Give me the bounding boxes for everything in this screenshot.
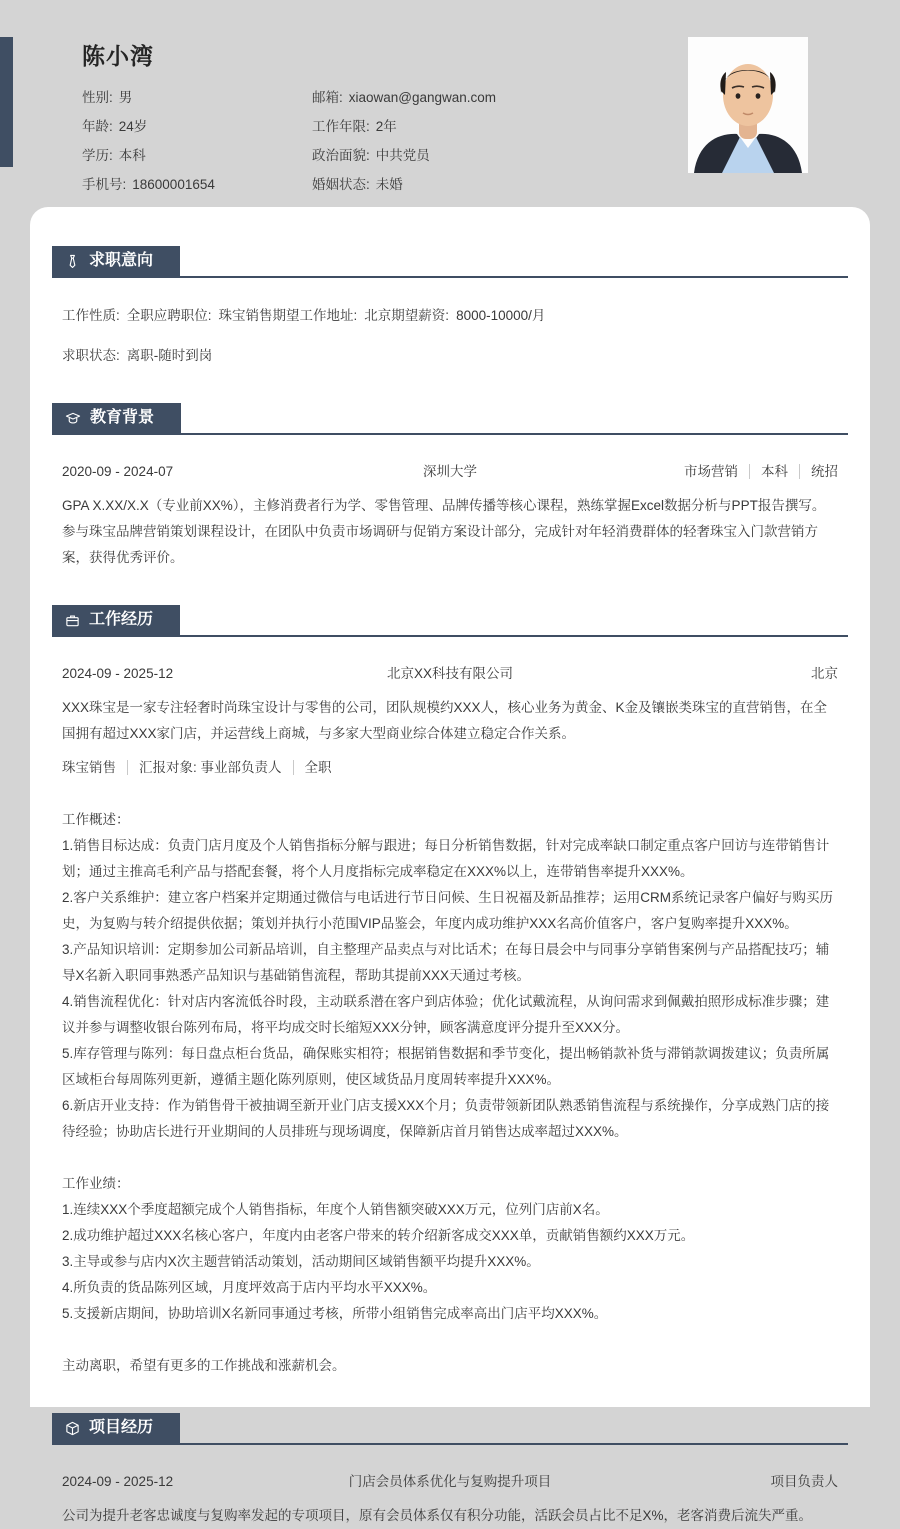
intent-field [273, 303, 392, 329]
section-work-experience [52, 605, 848, 1379]
education-description: GPA X.XX/X.X（专业前XX%），主修消费者行为学、零售管理、品牌传播等核心课程，熟练掌握Excel数据分析与PPT报告撰写。参与珠宝品牌营销策划课程设计，在团队中负责市场调研与促销方案设计部分，完成针对年轻消费群体的轻奢珠宝入门款营销方案，获得优秀评价。 [62, 498, 826, 565]
work-overview [62, 807, 838, 1145]
cube-icon [65, 1421, 80, 1436]
work-meta-item: 全职 [293, 760, 332, 775]
section-project-experience [52, 1413, 848, 1529]
field-label: 应聘职位: [153, 308, 212, 323]
section-title: 工作经历 [89, 611, 154, 628]
section-header [52, 605, 848, 637]
id-photo [688, 37, 808, 173]
field-value: 本科 [118, 148, 146, 163]
field-value: 全职 [126, 308, 154, 323]
field-value: 男 [118, 90, 133, 105]
personal-info-right-column [312, 86, 496, 193]
intent-field [391, 303, 545, 329]
field-label: 学历: [82, 148, 113, 163]
section-header [52, 403, 848, 435]
education-period: 2020-09 - 2024-07 [62, 464, 174, 479]
field-value: 24岁 [118, 119, 148, 134]
field-value: 8000-10000/月 [456, 308, 546, 323]
field-label: 邮箱: [312, 90, 343, 105]
education-meta [590, 459, 838, 485]
work-meta-item: 珠宝销售 [62, 760, 116, 775]
field-label: 工作性质: [62, 308, 120, 323]
id-photo-graphic [688, 37, 808, 173]
section-tab [52, 403, 181, 433]
intent-field [62, 343, 212, 369]
section-header [52, 246, 848, 278]
work-achievement-item: 1.连续XXX个季度超额完成个人销售指标，年度个人销售额突破XXX万元，位列门店前X名。 [62, 1202, 609, 1217]
work-body [52, 661, 848, 1379]
personal-info-field [82, 115, 312, 135]
education-school: 深圳大学 [423, 464, 477, 479]
work-company: 北京XX科技有限公司 [386, 666, 513, 681]
personal-info-field [312, 115, 496, 135]
field-value: xiaowan@gangwan.com [348, 90, 497, 105]
personal-info-field [312, 144, 496, 164]
field-label: 性别: [82, 90, 113, 105]
graduation-cap-icon [65, 411, 81, 426]
field-label: 政治面貌: [312, 148, 370, 163]
work-achievement-item: 4.所负责的货品陈列区域，月度坪效高于店内平均水平XXX%。 [62, 1280, 437, 1295]
field-label: 期望薪资: [391, 308, 450, 323]
education-meta-item: 本科 [749, 464, 788, 479]
work-row [62, 661, 838, 687]
work-achievements-list [62, 1197, 838, 1327]
section-tab [52, 246, 180, 276]
field-value: 珠宝销售 [218, 308, 273, 323]
personal-info-left-column [82, 86, 312, 193]
intent-field [154, 303, 273, 329]
field-label: 年龄: [82, 119, 113, 134]
work-achievements-title: 工作业绩： [62, 1176, 130, 1191]
work-period: 2024-09 - 2025-12 [62, 666, 174, 681]
work-overview-item: 3.产品知识培训：定期参加公司新品培训，自主整理产品卖点与对比话术；在每日晨会中与同事分享销售案例与产品搭配技巧；辅导X名新入职同事熟悉产品知识与基础销售流程，帮助其提前XXX天通过考核。 [62, 942, 830, 983]
left-accent-bar [0, 37, 13, 167]
field-value: 北京 [364, 308, 392, 323]
field-value: 18600001654 [132, 177, 215, 192]
work-overview-item: 5.库存管理与陈列：每日盘点柜台货品，确保账实相符；根据销售数据和季节变化，提出畅销款补货与滞销款调拨建议；负责所属区域柜台每周陈列更新，遵循主题化陈列原则，使区域货品月度周转率提升XXX%。 [62, 1046, 830, 1087]
field-value: 2年 [375, 119, 397, 134]
field-label: 求职状态: [62, 348, 120, 363]
work-location: 北京 [811, 666, 838, 681]
section-title: 教育背景 [90, 409, 155, 426]
resume-card [30, 207, 870, 1523]
section-job-intent [52, 246, 848, 369]
work-overview-item: 2.客户关系维护：建立客户档案并定期通过微信与电话进行节日问候、生日祝福及新品推荐；运用CRM系统记录客户偏好与购买历史，为复购与转介绍提供依据；策划并执行小范围VIP品鉴会，年度内成功维护XXX名高价值客户，客户复购率提升XXX%。 [62, 890, 834, 931]
work-overview-item: 1.销售目标达成：负责门店月度及个人销售指标分解与跟进；每日分析销售数据，针对完成率缺口制定重点客户回访与连带销售计划；通过主推高毛利产品与搭配套餐，将个人月度指标完成率稳定在XXX%以上，连带销售率提升XXX%。 [62, 838, 830, 879]
work-achievements [62, 1171, 838, 1327]
section-title: 项目经历 [89, 1419, 154, 1436]
work-overview-item: 4.销售流程优化：针对店内客流低谷时段，主动联系潜在客户到店体验；优化试戴流程，从询问需求到佩戴拍照形成标准步骤；建议并参与调整收银台陈列布局，将平均成交时长缩短XXX分钟，顾客满意度评分提升至XXX分。 [62, 994, 830, 1035]
job-intent-row-1 [62, 303, 838, 329]
intent-field [62, 303, 154, 329]
education-meta-item: 统招 [799, 464, 838, 479]
tie-icon [65, 254, 80, 269]
field-label: 期望工作地址: [272, 308, 358, 323]
project-period: 2024-09 - 2025-12 [62, 1474, 174, 1489]
resume-header [0, 0, 900, 207]
project-role: 项目负责人 [770, 1474, 838, 1489]
work-achievement-item: 5.支援新店期间，协助培训X名新同事通过考核，所带小组销售完成率高出门店平均XXX%。 [62, 1306, 608, 1321]
project-body [52, 1469, 848, 1529]
work-overview-item: 6.新店开业支持：作为销售骨干被抽调至新开业门店支援XXX个月；负责带领新团队熟悉销售流程与系统操作，分享成熟门店的接待经验；协助店长进行开业期间的人员排班与现场调度，保障新店首月销售达成率超过XXX%。 [62, 1098, 830, 1139]
work-meta [62, 755, 838, 781]
section-header [52, 1413, 848, 1445]
personal-info-field [82, 144, 312, 164]
project-name: 门店会员体系优化与复购提升项目 [348, 1474, 552, 1489]
education-row [62, 459, 838, 485]
field-label: 工作年限: [312, 119, 370, 134]
job-intent-body [52, 303, 848, 369]
project-row [62, 1469, 838, 1495]
field-value: 未婚 [375, 177, 403, 192]
section-tab [52, 605, 180, 635]
section-education [52, 403, 848, 571]
work-overview-list [62, 833, 838, 1145]
education-meta-item: 市场营销 [684, 464, 738, 479]
candidate-name: 陈小湾 [82, 43, 154, 69]
work-achievement-item: 3.主导或参与店内X次主题营销活动策划，活动期间区域销售额平均提升XXX%。 [62, 1254, 540, 1269]
education-body [52, 459, 848, 571]
work-meta-item: 汇报对象: 事业部负责人 [127, 760, 282, 775]
personal-info-field [82, 173, 312, 193]
section-tab [52, 1413, 180, 1443]
field-value: 离职-随时到岗 [126, 348, 213, 363]
section-title: 求职意向 [89, 252, 154, 269]
work-overview-title: 工作概述： [62, 812, 130, 827]
personal-info-field [312, 173, 496, 193]
field-label: 婚姻状态: [312, 177, 370, 192]
work-achievement-item: 2.成功维护超过XXX名核心客户，年度内由老客户带来的转介绍新客成交XXX单，贡献销售额约XXX万元。 [62, 1228, 695, 1243]
personal-info-field [82, 86, 312, 106]
field-label: 手机号: [82, 177, 127, 192]
project-description: 公司为提升老客忠诚度与复购率发起的专项项目，原有会员体系仅有积分功能，活跃会员占比不足X%，老客消费后流失严重。 [62, 1508, 813, 1523]
job-intent-row-2 [62, 343, 838, 369]
briefcase-icon [65, 613, 80, 628]
field-value: 中共党员 [375, 148, 430, 163]
personal-info-field [312, 86, 496, 106]
company-intro: XXX珠宝是一家专注轻奢时尚珠宝设计与零售的公司，团队规模约XXX人，核心业务为黄金、K金及镶嵌类珠宝的直营销售，在全国拥有超过XXX家门店，并运营线上商城，与多家大型商业综合体建立稳定合作关系。 [62, 700, 828, 741]
leave-note: 主动离职，希望有更多的工作挑战和涨薪机会。 [62, 1358, 346, 1373]
